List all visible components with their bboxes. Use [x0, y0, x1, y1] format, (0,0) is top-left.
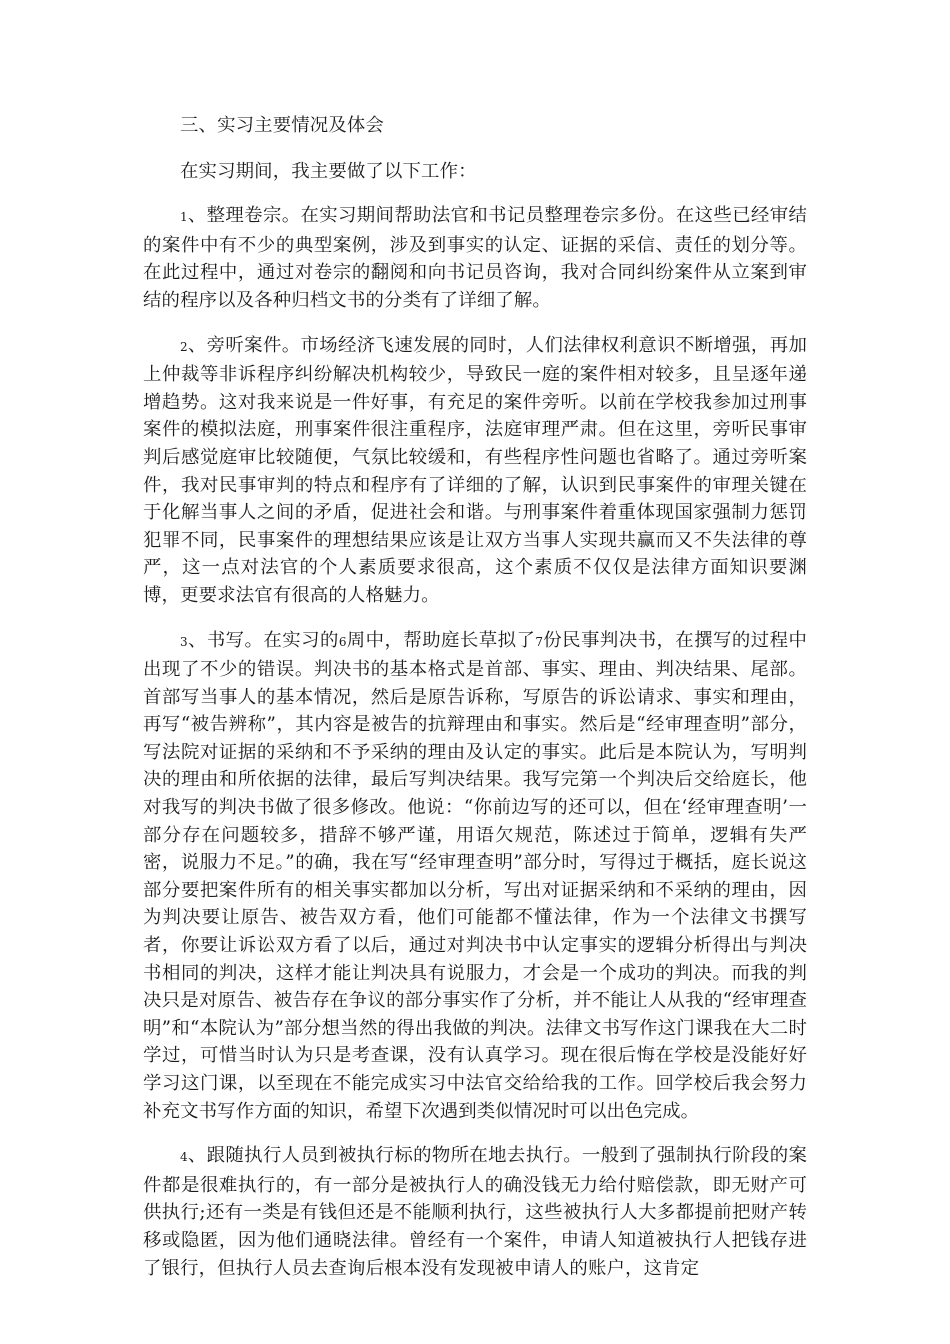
paragraph-text-part: 周中，帮助庭长草拟了: [346, 629, 536, 651]
weeks-number: 6: [338, 634, 347, 649]
paragraph-text: 、旁听案件。市场经济飞速发展的同时，人们法律权利意识不断增强，再加上仲裁等非诉程序纠纷解决机构较少，导致民一庭的案件相对较多，且呈逐年递增趋势。这对我来说是一件好事，有充足的案件旁听。以前在学校我参加过刑事案件的模拟法庭，刑事案件很注重程序，法庭审理严肃。但在这里，旁听民事审判后感觉庭审比较随便，气氛比较缓和，有些程序性问题也省略了。通过旁听案件，我对民事审判的特点和程序有了详细的了解，认识到民事案件的审理关键在于化解当事人之间的矛盾，促进社会和谐。与刑事案件着重体现国家强制力惩罚犯罪不同，民事案件的理想结果应该是让双方当事人实现共赢而又不失法律的尊严，这一点对法官的个人素质要求很高，这个素质不仅仅是法律方面知识要渊博，更要求法官有很高的人格魅力。: [143, 334, 807, 606]
paragraph-text: 份民事判决书，在撰写的过程中出现了不少的错误。判决书的基本格式是首部、事实、理由、判决结果、尾部。首部写当事人的基本情况，然后是原告诉称，写原告的诉讼请求、事实和理由，再写“被告辨称”，其内容是被告的抗辩理由和事实。然后是“经审理查明”部分，写法院对证据的采纳和不予采纳的理由及认定的事实。此后是本院认为，写明判决的理由和所依据的法律，最后写判决结果。我写完第一个判决后交给庭长，他对我写的判决书做了很多修改。他说：“你前边写的还可以，但在‘经审理查明’一部分存在问题较多，措辞不够严谨，用语欠规范，陈述过于简单，逻辑有失严密，说服力不足。”的确，我在写“经审理查明”部分时，写得过于概括，庭长说这部分要把案件所有的相关事实都加以分析，写出对证据采纳和不采纳的理由，因为判决要让原告、被告双方看，他们可能都不懂法律，作为一个法律文书撰写者，你要让诉讼双方看了以后，通过对判决书中认定事实的逻辑分析得出与判决书相同的判决，这样才能让判决具有说服力，才会是一个成功的判决。而我的判决只是对原告、被告存在争议的部分事实作了分析，并不能让人从我的“经审理查明”和“本院认为”部分想当然的得出我做的判决。法律文书写作这门课我在大二时学过，可惜当时认为只是考查课，没有认真学习。现在很后悔在学校是没能好好学习这门课，以至现在不能完成实习中法官交给给我的工作。回学校后我会努力补充文书写作方面的知识，希望下次遇到类似情况时可以出色完成。: [143, 629, 807, 1122]
document-body: [143, 112, 807, 1299]
item-number: 2: [180, 339, 188, 354]
intro-paragraph: 在实习期间，我主要做了以下工作：: [180, 160, 477, 182]
paragraph-item-4: [143, 1142, 807, 1282]
item-number: 3: [180, 634, 188, 649]
section-heading: 三、实习主要情况及体会: [180, 115, 384, 136]
paragraph-item-2: [143, 332, 807, 610]
count-number: 7: [535, 634, 543, 649]
paragraph-text: 、跟随执行人员到被执行标的物所在地去执行。一般到了强制执行阶段的案件都是很难执行的，有一部分是被执行人的确没钱无力给付赔偿款，即无财产可供执行;还有一类是有钱但还是不能顺利执行，这些被执行人大多都提前把财产转移或隐匿，因为他们通晓法律。曾经有一个案件，申请人知道被执行人把钱存进了银行，但执行人员去查询后根本没有发现被申请人的账户，这肯定: [143, 1145, 807, 1279]
paragraph-item-1: [143, 202, 807, 314]
paragraph-text: 、整理卷宗。在实习期间帮助法官和书记员整理卷宗多份。在这些已经审结的案件中有不少的典型案例，涉及到事实的认定、证据的采信、责任的划分等。在此过程中，通过对卷宗的翻阅和向书记员咨询，我对合同纠纷案件从立案到审结的程序以及各种归档文书的分类有了详细了解。: [143, 205, 807, 311]
paragraph-item-3: [143, 627, 807, 1126]
item-number: 1: [180, 210, 188, 225]
item-number: 4: [180, 1150, 188, 1165]
paragraph-text-part: 、书写。在实习的: [187, 629, 339, 651]
